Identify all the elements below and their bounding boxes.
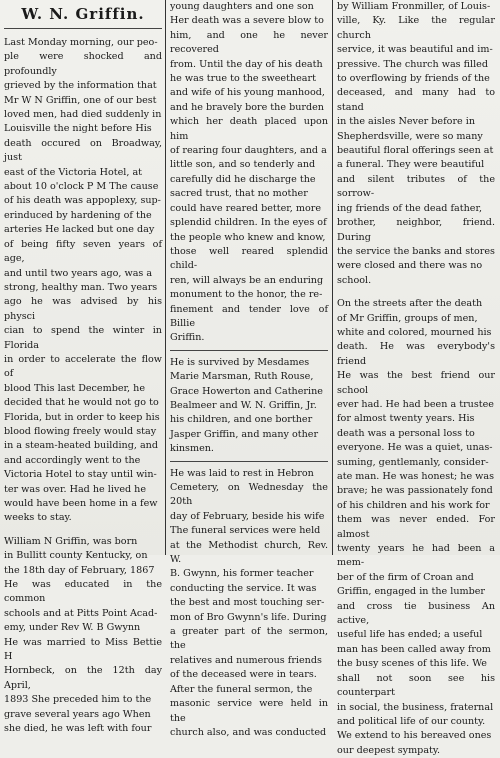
column-3: [332, 0, 498, 756]
column-2: [165, 0, 331, 738]
section-rule: [170, 350, 328, 351]
paragraph-masonic-service: by William Fronmiller, of Louis- ville, Ky. Like the regular church service, it was beautiful and im- pressive. The church was filled to overflowing by friends of the deceased, and many had to stand in the aisles Never before in Shepherdsville, were so many beautiful floral offerings seen at a funeral. They were beautiful and silent tributes of the sorrow- ing friends of the dead father, brother, neighbor, friend. During the service the banks and stores were closed and there was no school.: [337, 1, 495, 286]
obituary-headline: W. N. Griffin.: [21, 5, 145, 23]
paragraph-biography: William N Griffin, was born in Bullitt county Kentucky, on the 18th day of February, 1867 He was educated in the common schools and at Pitts Point Acad- emy, under Rev W. B Gwynn He was married to Miss Bettie H Hornbeck, on the 12th day April, 1893 She preceded him to the grave several years ago When she died, he was left with four: [4, 535, 162, 735]
headline-rule: [4, 28, 162, 29]
paragraph-family: young daughters and one son Her death was a severe blow to him, and one he never recovered from. Until the day of his death he was true to the sweetheart and wife of his young manhood, and he bravely bore the burden which her death placed upon him of rearing four daughters, and a little son, and so tenderly and carefully did he discharge the sacred trust, that no mother could have reared better, more splendid children. In the eyes of the people who knew and know, those well reared splendid child- ren, will always be an enduring monument to the honor, the re- finement and tender love of Billie Griffin.: [170, 1, 328, 344]
paragraph-survivors: He is survived by Mesdames Marie Marsman, Ruth Rouse, Grace Howerton and Catherine Bealmeer and W. N. Griffin, Jr. his children, and one borther Jasper Griffin, and many other kinsmen.: [170, 356, 323, 455]
column-1: [2, 0, 165, 735]
section-rule: [170, 461, 328, 462]
paragraph-tribute: On the streets after the death of Mr Griffin, groups of men, white and colored, mourned his death. He was everybody's friend He was the best friend our school ever had. He had been a trustee for almost twenty years. His death was a personal loss to everyone. He was a quiet, unas- suming, gentlemanly, consider- ate man. He was honest; he was brave; he was passionately fond of his children and his work for them was never ended. For almost twenty years he had been a mem- ber of the firm of Croan and Griffin, engaged in the lumber and cross tie business An active, useful life has ended; a useful man has been called away from the busy scenes of this life. We shall not soon see his counterpart in social, the business, fraternal and political life of our county. We extend to his bereaved ones our deepest sympaty.: [337, 298, 495, 756]
paragraph-death-notice: Last Monday morning, our peo- ple were shocked and profoundly grieved by the information that Mr W N Griffin, one of our best loved men, had died suddenly in Louisville the night before His death occured on Broadway, just east of the Victoria Hotel, at about 10 o'clock P M The cause of his death was appoplexy, sup- erinduced by hardening of the arteries He lacked but one day of being fifty seven years of age, and until two years ago, was a strong, healthy man. Two years ago he was advised by his physci cian to spend the winter in Florida in order to accelerate the flow of blood This last December, he decided that he would not go to Florida, but in order to keep his blood flowing freely would stay in a steam-heated building, and and accordingly went to the Victoria Hotel to stay until win- ter was over. Had he lived he would have been home in a few weeks to stay.: [4, 37, 162, 524]
paragraph-funeral: He was laid to rest in Hebron Cemetery, on Wednesday the 20th day of February, beside his wife The funeral services were held at the Methodist church, Rev. W. B. Gwynn, his former teacher conducting the service. It was the best and most touching ser- mon of Bro Gwynn's life. During a greater part of the sermon, the relatives and numerous friends of the deceased were in tears. After the funeral sermon, the masonic service were held in the church also, and was conducted: [170, 467, 328, 738]
